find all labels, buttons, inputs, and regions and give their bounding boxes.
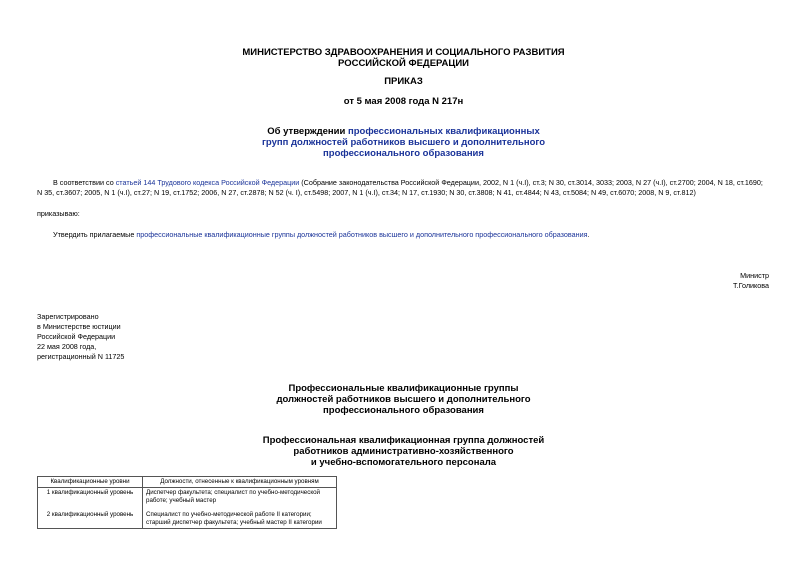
annex-title-line-2: должностей работников высшего и дополнительного [276,394,531,405]
positions-line: Диспетчер факультета; специалист по учебно-методической [146,489,321,497]
registration-line-2: в Министерстве юстиции [37,322,121,331]
subject-link-line-3[interactable]: профессионального образования [323,148,484,159]
positions-line: Специалист по учебно-методической работе II категории; [146,510,312,518]
labor-code-link[interactable]: статьей 144 Трудового кодекса Российской Федерации [115,178,300,187]
preamble-rest-2: N 35, ст.3607; 2005, N 1 (ч.I), ст.27; N 19, ст.1752; 2006, N 27, ст.2878; N 52 (ч. I), ст.5498; 2007, N 1 (ч.I), ст.34; N 17, ст.1930; N 30, ст.3808; N 41, ст.4844; N 43, ст.5084; N 49, ст.6070; 2008, N 9, ст.812) [37,188,696,197]
table-row [38,488,337,507]
registration-line-4: 22 мая 2008 года, [37,342,97,351]
ministry-line-2: РОССИЙСКОЙ ФЕДЕРАЦИИ [337,58,469,69]
level-cell: 2 квалификационный уровень [38,507,143,529]
approve-link[interactable]: профессиональные квалификационные группы должностей работников высшего и дополнительного профессионального образования [136,230,588,239]
positions-cell [143,488,337,507]
group-title-line-1: Профессиональная квалификационная группа должностей [262,435,545,446]
preamble-intro: В соответствии со [53,178,116,187]
registration-line-3: Российской Федерации [37,332,116,341]
doc-type: ПРИКАЗ [384,76,423,87]
approve-prefix: Утвердить прилагаемые [53,230,137,239]
annex-title-line-1: Профессиональные квалификационные группы [288,383,519,394]
ministry-name [0,47,807,69]
table-row [38,507,337,529]
positions-line: старший диспетчер факультета; учебный мастер II категории [146,518,322,526]
registration-line-5: регистрационный N 11725 [37,352,125,361]
subject-link-line-2[interactable]: групп должностей работников высшего и дополнительного [261,137,546,148]
preamble-paragraph [37,178,777,198]
doc-subject [0,126,807,159]
group-title [0,435,807,468]
preamble-rest-1: (Собрание законодательства Российской Федерации, 2002, N 1 (ч.I), ст.3; N 30, ст.3014, 3033; 2003, N 27 (ч.I), ст.2700; 2004, N 18, ст.1690; [299,178,763,187]
ministry-line-1: МИНИСТЕРСТВО ЗДРАВООХРАНЕНИЯ И СОЦИАЛЬНОГО РАЗВИТИЯ [242,47,565,58]
qualification-table [37,476,337,529]
header-levels: Квалификационные уровни [38,477,143,488]
positions-line: работе; учебный мастер [146,497,217,505]
signature-title: Министр [740,271,769,280]
annex-title-line-3: профессионального образования [323,405,484,416]
subject-prefix: Об утверждении [267,126,348,137]
registration-line-1: Зарегистрировано [37,312,99,321]
table-header-row [38,477,337,488]
signature-name: Т.Голикова [732,281,769,290]
order-word: приказываю: [37,209,80,218]
level-cell: 1 квалификационный уровень [38,488,143,507]
annex-title [0,383,807,416]
header-positions: Должности, отнесенные к квалификационным уровням [143,477,337,488]
registration-note [37,312,124,362]
subject-link-line-1[interactable]: профессиональных квалификационных [347,126,540,137]
approve-suffix: . [587,230,590,239]
group-title-line-3: и учебно-вспомогательного персонала [310,457,497,468]
group-title-line-2: работников административно-хозяйственного [293,446,514,457]
positions-cell [143,507,337,529]
doc-date: от 5 мая 2008 года N 217н [343,96,464,107]
approve-paragraph [53,230,590,240]
signature [733,271,769,291]
